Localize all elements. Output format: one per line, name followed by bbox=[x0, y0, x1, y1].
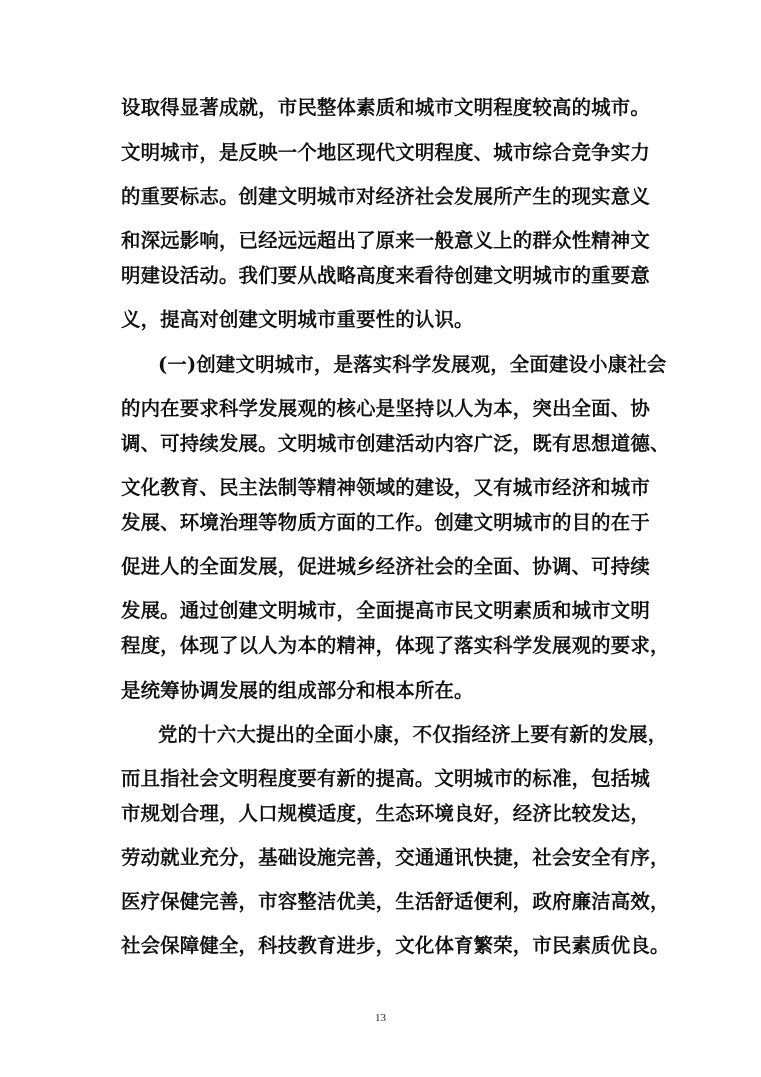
text-line: 医疗保健完善，市容整洁优美，生活舒适便利，政府廉洁高效， bbox=[121, 890, 670, 913]
paragraph-first-line: 党的十六大提出的全面小康，不仅指经济上要有新的发展， bbox=[158, 723, 668, 746]
text-line: 和深远影响，已经远远超出了原来一般意义上的群众性精神文 bbox=[121, 229, 650, 252]
text-line: 劳动就业充分，基础设施完善，交通通讯快捷，社会安全有序， bbox=[121, 846, 670, 869]
text-line: 是统筹协调发展的组成部分和根本所在。 bbox=[121, 679, 474, 702]
text-line: 明建设活动。我们要从战略高度来看待创建文明城市的重要意 bbox=[121, 264, 650, 287]
text-line: 而且指社会文明程度要有新的提高。文明城市的标准，包括城 bbox=[121, 767, 650, 790]
text-line: 文化教育、民主法制等精神领域的建设，又有城市经济和城市 bbox=[121, 476, 650, 499]
text-line: 设取得显著成就，市民整体素质和城市文明程度较高的城市。 bbox=[121, 96, 650, 119]
page-number: 13 bbox=[375, 1012, 386, 1024]
text-line: 调、可持续发展。文明城市创建活动内容广泛，既有思想道德、 bbox=[121, 432, 670, 455]
text-line: 社会保障健全，科技教育进步，文化体育繁荣，市民素质优良。 bbox=[121, 934, 670, 957]
text-line: 促进人的全面发展，促进城乡经济社会的全面、协调、可持续 bbox=[121, 555, 650, 578]
text-line: 市规划合理，人口规模适度，生态环境良好，经济比较发达， bbox=[121, 802, 650, 825]
text-line: 的内在要求科学发展观的核心是坚持以人为本，突出全面、协 bbox=[121, 397, 650, 420]
text-line: 发展、环境治理等物质方面的工作。创建文明城市的目的在于 bbox=[121, 511, 650, 534]
paragraph-first-line: (一)创建文明城市，是落实科学发展观，全面建设小康社会 bbox=[158, 353, 667, 376]
text-line: 发展。通过创建文明城市，全面提高市民文明素质和城市文明 bbox=[121, 599, 650, 622]
text-line: 的重要标志。创建文明城市对经济社会发展所产生的现实意义 bbox=[121, 185, 650, 208]
text-line: 文明城市，是反映一个地区现代文明程度、城市综合竞争实力 bbox=[121, 141, 650, 164]
text-line: 义，提高对创建文明城市重要性的认识。 bbox=[121, 308, 474, 331]
text-line: 程度，体现了以人为本的精神，体现了落实科学发展观的要求， bbox=[121, 634, 670, 657]
